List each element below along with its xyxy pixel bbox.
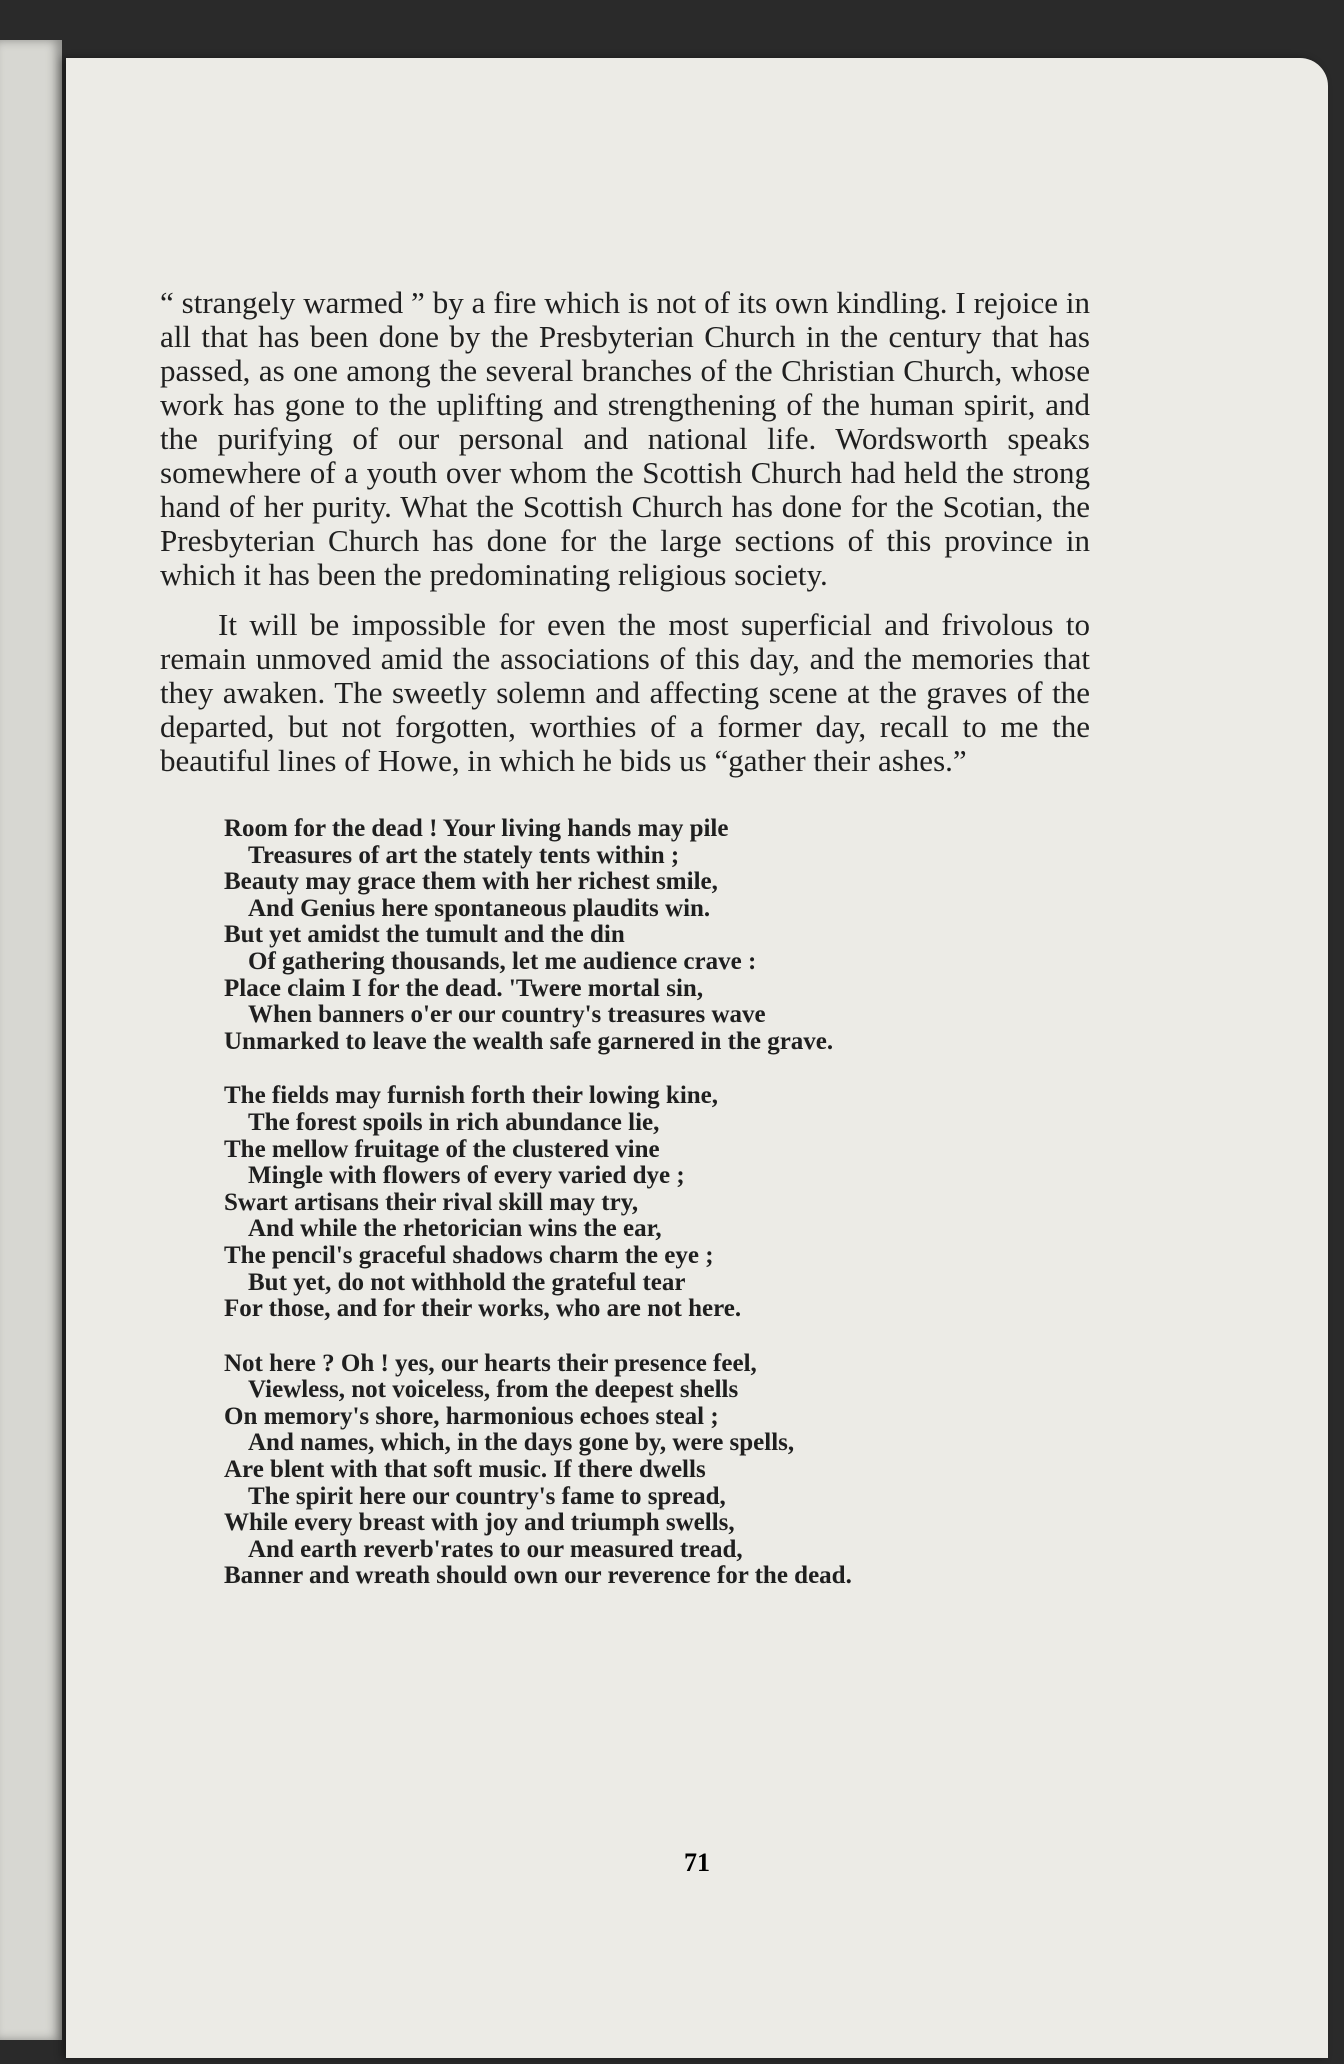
page-content	[160, 286, 1090, 1618]
poem-line: While every breast with joy and triumph swells,	[224, 1509, 735, 1537]
poem-line: Place claim I for the dead. 'Twere mortal sin,	[224, 974, 704, 1002]
poem-line: Beauty may grace them with her richest smile,	[224, 868, 718, 896]
poem-line: For those, and for their works, who are not here.	[224, 1295, 742, 1323]
poem-line: Unmarked to leave the wealth safe garnered in the grave.	[224, 1027, 834, 1055]
poem-line: And Genius here spontaneous plaudits win.	[248, 894, 711, 922]
book-page	[66, 58, 1328, 2058]
poem-line: Swart artisans their rival skill may try,	[224, 1188, 639, 1216]
prose-section	[160, 286, 1090, 778]
poem-line: But yet, do not withhold the grateful tear	[248, 1268, 686, 1296]
poem-line: The mellow fruitage of the clustered vine	[224, 1135, 660, 1163]
poem-stanza-3	[224, 1351, 1090, 1590]
poem-line: And while the rhetorician wins the ear,	[248, 1215, 662, 1243]
paragraph-2: It will be impossible for even the most superficial and frivolous to remain unmoved amid the associations of this day, and the memories that they awaken. The sweetly solemn and affecting scene at the graves of the departed, but not forgotten, worthies of a former day, recall to me the beautiful lines of Howe, in which he bids us “gather their ashes.”	[160, 607, 1090, 778]
poem-line: Room for the dead ! Your living hands may pile	[224, 815, 729, 842]
poem-line: And earth reverb'rates to our measured tread,	[248, 1535, 743, 1563]
poem-line: Banner and wreath should own our reverence for the dead.	[224, 1562, 852, 1590]
page-number: 71	[684, 1848, 710, 1877]
poem-line: On memory's shore, harmonious echoes steal ;	[224, 1402, 719, 1430]
poem-line: Of gathering thousands, let me audience crave :	[248, 947, 757, 975]
poem-line: Not here ? Oh ! yes, our hearts their presence feel,	[224, 1349, 757, 1377]
poem-line: The spirit here our country's fame to spread,	[248, 1482, 726, 1510]
facing-page-edge	[0, 40, 62, 2040]
paragraph-1: “ strangely warmed ” by a fire which is not of its own kindling. I rejoice in all that has been done by the Presbyterian Church in the century that has passed, as one among the several branches of the Christian Church, whose work has gone to the uplifting and strengthening of the human spirit, and the purifying of our personal and national life. Wordsworth speaks somewhere of a youth over whom the Scottish Church had held the strong hand of her purity. What the Scottish Church has done for the Scotian, the Presbyterian Church has done for the large sections of this province in which it has been the predominating religious society.	[160, 285, 1090, 592]
poem-line: When banners o'er our country's treasures wave	[248, 1001, 766, 1029]
poem-line: The forest spoils in rich abundance lie,	[248, 1108, 660, 1136]
poem-line: The pencil's graceful shadows charm the eye ;	[224, 1241, 714, 1269]
poem-stanza-1	[224, 816, 1090, 1055]
poem-line: Are blent with that soft music. If there dwells	[224, 1456, 706, 1484]
poem	[224, 816, 1090, 1590]
poem-stanza-2	[224, 1083, 1090, 1322]
poem-line: The fields may furnish forth their lowing kine,	[224, 1082, 719, 1110]
poem-line: But yet amidst the tumult and the din	[224, 921, 625, 949]
poem-line: Treasures of art the stately tents within ;	[248, 841, 680, 869]
poem-line: Viewless, not voiceless, from the deepest shells	[248, 1376, 739, 1404]
poem-line: And names, which, in the days gone by, were spells,	[248, 1429, 795, 1457]
poem-line: Mingle with flowers of every varied dye ;	[248, 1162, 685, 1190]
